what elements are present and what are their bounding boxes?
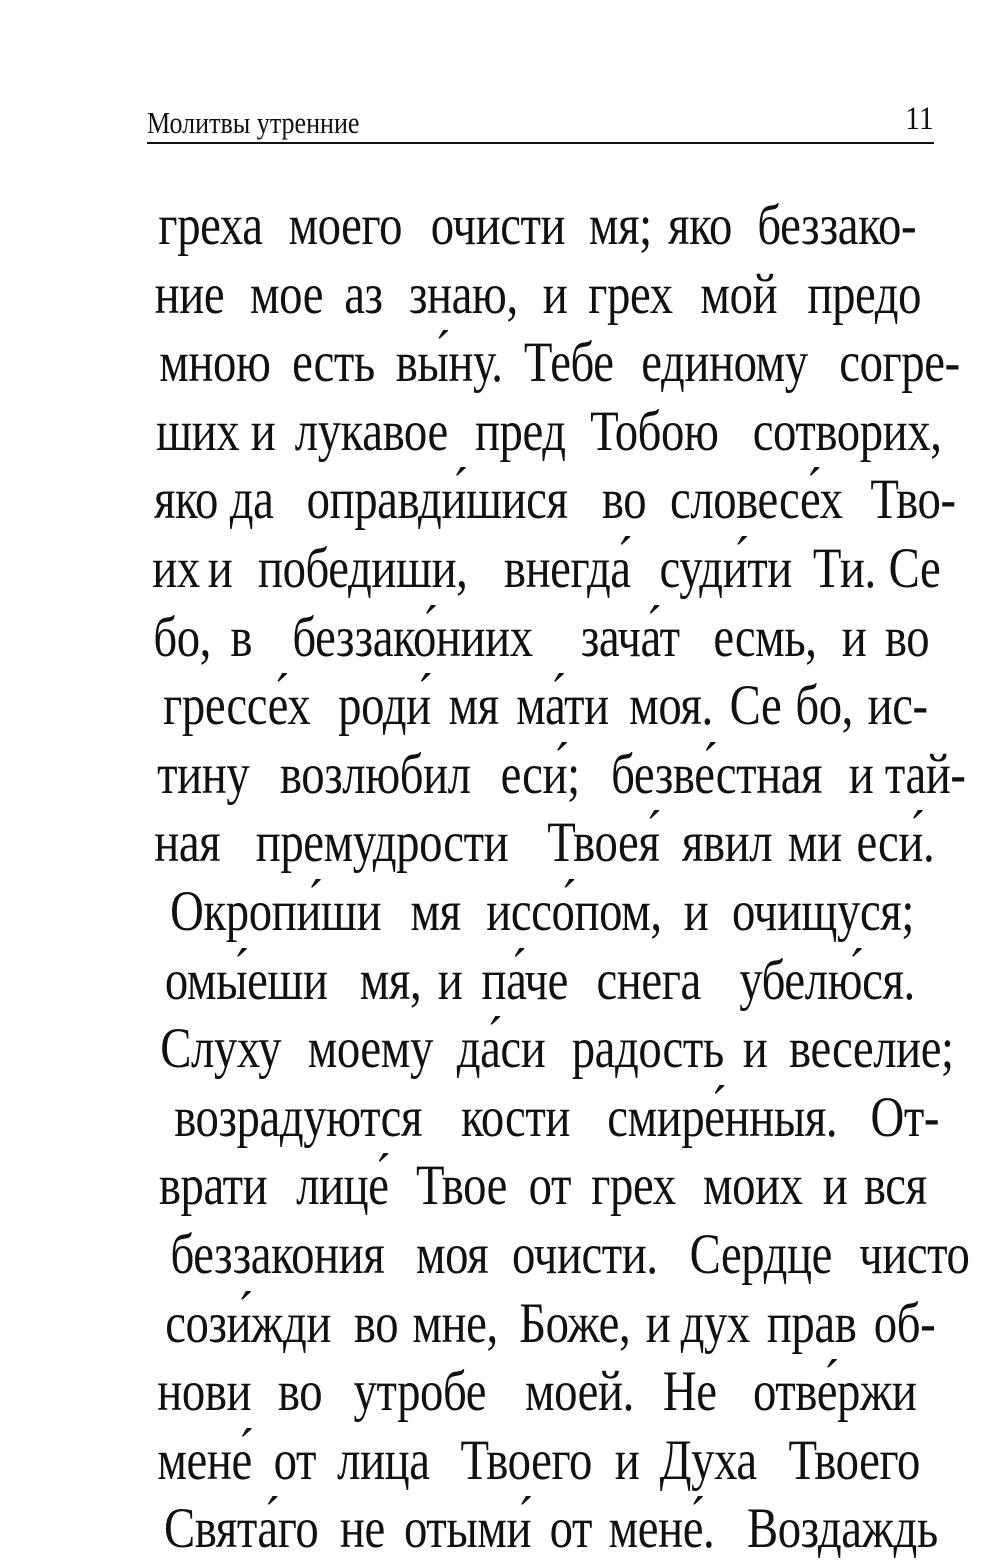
text-line <box>147 741 966 810</box>
word: аз <box>344 262 384 326</box>
word: и <box>615 1428 640 1492</box>
word: моего <box>288 194 402 257</box>
word: моей. <box>524 1360 634 1424</box>
word: греха <box>158 194 263 257</box>
word: грех <box>588 262 673 326</box>
text-line <box>147 398 942 467</box>
word: тину <box>157 742 250 806</box>
word: тай- <box>884 742 966 806</box>
word: мя <box>410 879 461 943</box>
word: знаю, <box>409 262 518 326</box>
word: Твоего <box>787 1428 920 1492</box>
text-line <box>147 604 934 673</box>
word: дух <box>680 1291 750 1355</box>
word: премудрости <box>255 811 508 875</box>
text-line <box>147 1015 954 1084</box>
text-line <box>147 1221 970 1290</box>
prayer-text <box>147 192 970 1564</box>
word: кости <box>461 1085 571 1149</box>
word: лица <box>336 1428 430 1492</box>
word: снега <box>596 948 702 1012</box>
word: Ти. <box>813 536 877 600</box>
word: веселие; <box>788 1017 954 1081</box>
text-line <box>147 947 934 1016</box>
word: Свята́го <box>163 1497 319 1561</box>
word: убелю́ся. <box>739 948 915 1012</box>
text-line <box>147 1290 934 1359</box>
word: прав <box>767 1291 857 1355</box>
word: Не <box>663 1360 717 1424</box>
word: вся <box>864 1154 928 1218</box>
word: очисти <box>430 194 566 257</box>
word: зача́т <box>581 605 680 669</box>
word: и <box>823 1154 848 1218</box>
word: отыми́ <box>404 1497 532 1561</box>
word: сози́жди <box>165 1291 332 1355</box>
word: мой <box>700 262 778 326</box>
word: мя; <box>588 194 652 257</box>
word: внегда́ <box>504 536 632 600</box>
running-header <box>147 96 934 144</box>
text-line <box>147 535 941 604</box>
word: еси́; <box>500 742 580 806</box>
word: словесе́х <box>669 468 843 532</box>
word: лице́ <box>296 1154 389 1218</box>
word: во <box>354 1291 399 1355</box>
word: мне, <box>412 1291 499 1355</box>
word: Духа <box>659 1428 757 1492</box>
word: яко <box>154 468 219 532</box>
word: врати <box>158 1154 268 1218</box>
word: моему <box>308 1017 434 1081</box>
word: во <box>278 1360 323 1424</box>
word: от <box>549 1497 593 1561</box>
word: Окропи́ши <box>170 879 382 943</box>
word: яко <box>667 194 732 257</box>
word: иссо́пом, <box>486 879 662 943</box>
word: отве́ржи <box>752 1360 917 1424</box>
word: мене́ <box>157 1428 252 1492</box>
word: единому <box>641 331 809 395</box>
word: и <box>437 948 463 1012</box>
word: моя <box>415 1222 489 1286</box>
word: нови <box>157 1360 252 1424</box>
word: да <box>229 468 274 532</box>
text-line <box>147 1495 938 1564</box>
word: ис- <box>867 674 928 738</box>
word: безве́стная <box>611 742 823 806</box>
word: Сердце <box>689 1222 832 1286</box>
word: беззако́ниих <box>292 605 533 669</box>
word: предо <box>807 262 922 326</box>
word: и <box>743 1017 768 1081</box>
word: Тобою <box>589 399 719 463</box>
word: еси́. <box>856 811 935 875</box>
word: Твоея́ <box>547 811 660 875</box>
word: оправди́шися <box>306 468 568 532</box>
text-line <box>147 878 934 947</box>
word: Се <box>888 536 941 600</box>
word: и <box>684 879 709 943</box>
word: суди́ти <box>659 536 792 600</box>
word: их <box>152 536 200 600</box>
word: ма́ти <box>515 674 609 738</box>
word: очищуся; <box>732 879 915 943</box>
word: ми <box>788 811 842 875</box>
word: об- <box>873 1291 935 1355</box>
running-title: Молитвы утренние <box>147 105 360 140</box>
word: грессе́х <box>163 674 311 738</box>
word: ших <box>156 399 240 463</box>
text-line <box>147 672 934 741</box>
word: и <box>841 605 867 669</box>
word: возлюбил <box>280 742 472 806</box>
word: от <box>273 1428 316 1492</box>
word: и <box>645 1291 671 1355</box>
text-line <box>147 1152 934 1221</box>
word: и <box>207 536 233 600</box>
word: во <box>884 605 930 669</box>
word: лукавое <box>295 399 449 463</box>
word: смире́нныя. <box>607 1085 838 1149</box>
word: мя <box>448 674 499 738</box>
word: па́че <box>481 948 569 1012</box>
word: не <box>340 1497 386 1561</box>
word: Тво- <box>870 468 956 532</box>
word: моя. <box>629 674 714 738</box>
text-line <box>147 261 934 330</box>
word: есмь, <box>713 605 817 669</box>
word: ная <box>154 811 221 875</box>
word: моих <box>702 1154 803 1218</box>
text-line <box>147 809 934 878</box>
text-line <box>147 1358 934 1427</box>
word: явил <box>682 811 773 875</box>
word: согре- <box>839 331 961 395</box>
word: возрадуются <box>174 1085 423 1149</box>
word: да́си <box>456 1017 546 1081</box>
word: Твоего <box>460 1428 592 1492</box>
word: бо, <box>795 674 853 738</box>
word: Се <box>729 674 782 738</box>
word: бо, <box>153 605 211 669</box>
word: Тебе <box>523 331 614 395</box>
text-line <box>147 329 961 398</box>
word: грех <box>591 1154 676 1218</box>
word: роди́ <box>338 674 431 738</box>
page-number: 11 <box>905 101 934 137</box>
word: радость <box>571 1017 724 1081</box>
word: чисто <box>859 1222 970 1286</box>
word: и <box>848 742 873 806</box>
word: Слуху <box>160 1017 282 1081</box>
word: Боже, <box>519 1291 631 1355</box>
word: От- <box>870 1085 939 1149</box>
word: беззакония <box>170 1222 385 1286</box>
text-line <box>147 192 934 261</box>
word: Твое <box>415 1154 507 1218</box>
word: в <box>230 605 253 669</box>
word: сотворих, <box>752 399 942 463</box>
word: во <box>601 468 646 532</box>
word: беззако- <box>757 194 917 257</box>
word: есть <box>291 331 375 395</box>
word: вы́ну. <box>395 331 503 395</box>
word: победиши, <box>258 536 468 600</box>
word: утробе <box>353 1360 487 1424</box>
word: мя, <box>359 948 422 1012</box>
word: и <box>542 262 567 326</box>
word: пред <box>474 399 566 463</box>
text-line <box>147 1427 934 1496</box>
text-line <box>147 1084 939 1153</box>
text-line <box>147 466 956 535</box>
word: и <box>251 399 276 463</box>
word: Воздаждь <box>746 1497 938 1561</box>
word: мое <box>249 262 323 326</box>
word: мене́. <box>608 1497 715 1561</box>
word: мною <box>159 331 271 395</box>
word: ние <box>154 262 225 326</box>
word: омы́еши <box>164 948 328 1012</box>
word: очисти. <box>511 1222 658 1286</box>
word: от <box>528 1154 571 1218</box>
